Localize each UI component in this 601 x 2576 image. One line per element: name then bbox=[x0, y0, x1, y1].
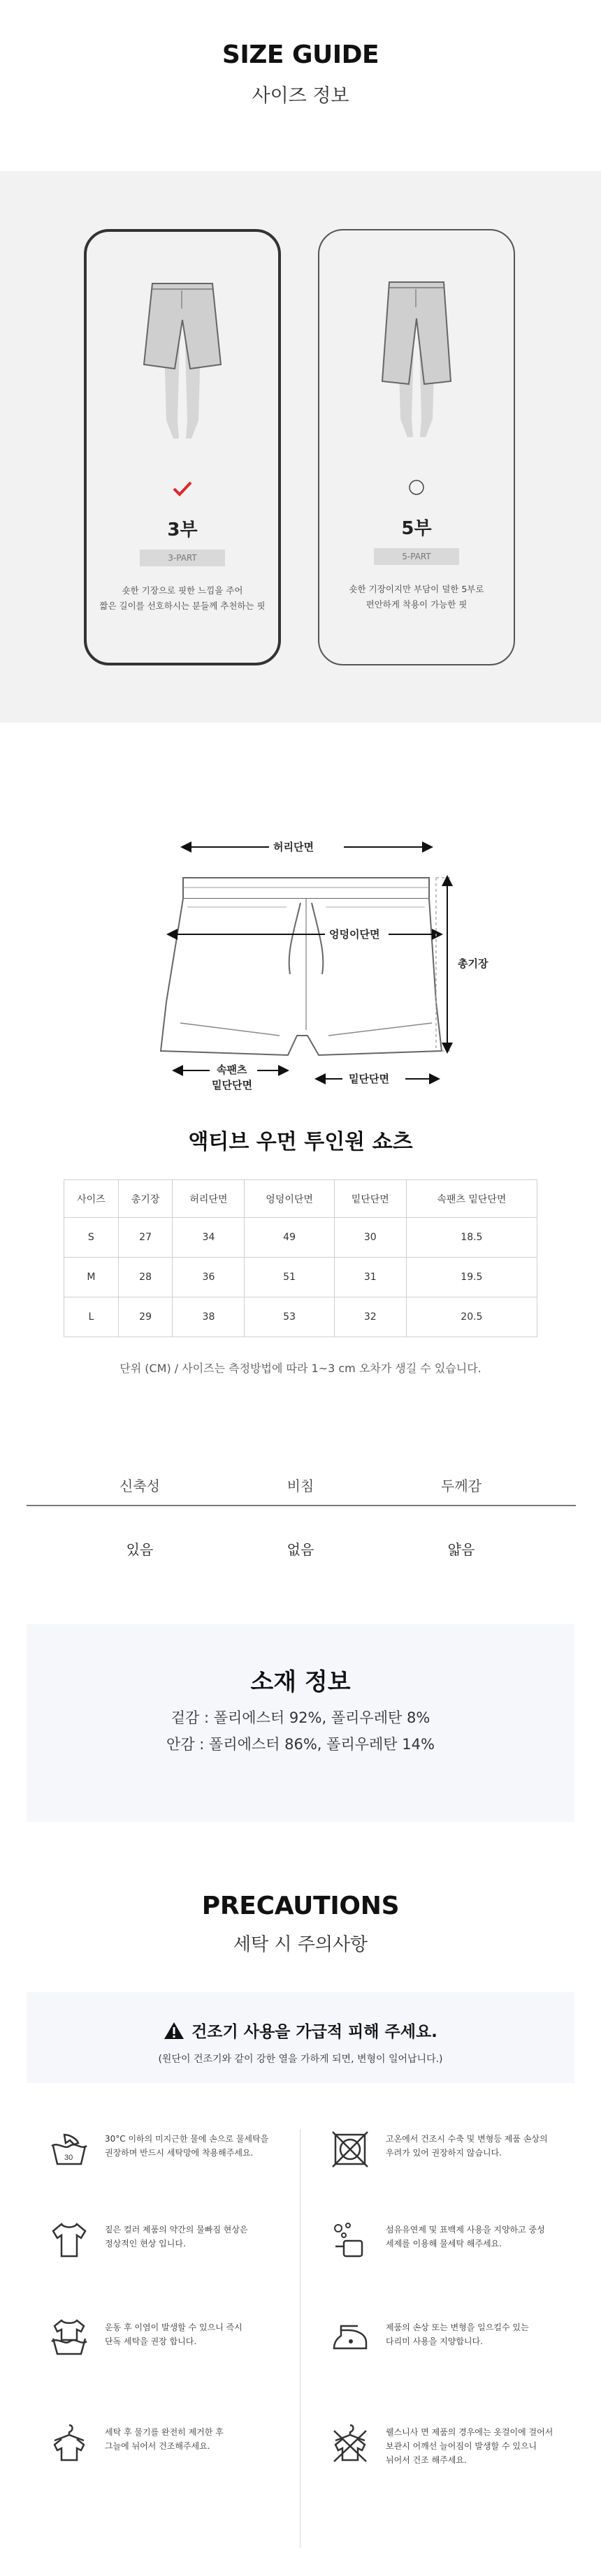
shorts-sketch-image bbox=[0, 723, 601, 1103]
no-dry-clean-icon bbox=[330, 2422, 370, 2463]
care-line: 웰스니사 면 제품의 경우에는 옷걸이에 걸어서 bbox=[386, 2427, 553, 2437]
table-header-cell: 밑단단면 bbox=[334, 1180, 406, 1218]
low-iron-icon bbox=[330, 2318, 370, 2358]
care-text bbox=[105, 2132, 294, 2160]
precautions-subtitle: 세탁 시 주의사항 bbox=[233, 1934, 368, 1955]
care-item bbox=[330, 2129, 595, 2170]
svg-text:30: 30 bbox=[64, 2154, 73, 2162]
table-header-row bbox=[64, 1180, 537, 1218]
desc-line: 숏한 기장이지만 부담이 덜한 5부로 bbox=[349, 584, 484, 594]
table-header-cell: 허리단면 bbox=[173, 1180, 245, 1218]
care-line: 세탁 후 물기를 완전히 제거한 후 bbox=[105, 2427, 224, 2437]
care-line: 제품의 손상 또는 변형을 일으킬수 있는 bbox=[386, 2323, 529, 2332]
care-line: 뉘어서 건조 해주세요. bbox=[386, 2455, 467, 2465]
hip-label: 엉덩이단면 bbox=[327, 927, 382, 941]
table-cell: 53 bbox=[245, 1297, 334, 1337]
care-line: 다리미 사용을 지양합니다. bbox=[386, 2336, 483, 2346]
care-item bbox=[49, 2129, 314, 2170]
unit-note: 단위 (CM) / 사이즈는 측정방법에 따라 1~3 cm 오차가 생길 수 있습니다. bbox=[120, 1362, 481, 1375]
material-box bbox=[27, 1624, 574, 1822]
desc-line: 짧은 길이를 선호하시는 분들께 추천하는 핏 bbox=[99, 601, 266, 611]
table-header-cell: 속팬츠 밑단단면 bbox=[406, 1180, 537, 1218]
table-cell: 32 bbox=[334, 1297, 406, 1337]
hem-label: 밑단단면 bbox=[347, 1071, 391, 1086]
desc-line: 숏한 기장으로 핏한 느낌을 주어 bbox=[122, 585, 243, 596]
care-line: 30°C 이하의 미지근한 물에 손으로 물세탁을 bbox=[105, 2134, 269, 2144]
table-row bbox=[64, 1218, 537, 1258]
care-item bbox=[330, 2220, 595, 2260]
care-line: 고온에서 건조시 수축 및 변형등 제품 손상의 bbox=[386, 2134, 548, 2144]
selected-check-icon bbox=[87, 476, 278, 501]
precautions-header bbox=[0, 1892, 601, 1956]
length-options-section bbox=[0, 171, 601, 723]
table-header-cell: 사이즈 bbox=[64, 1180, 119, 1218]
measurement-diagram bbox=[0, 723, 601, 1103]
table-cell: M bbox=[64, 1258, 119, 1297]
care-item bbox=[330, 2422, 595, 2467]
care-item bbox=[49, 2318, 314, 2358]
table-cell: 27 bbox=[118, 1218, 173, 1258]
table-row bbox=[64, 1258, 537, 1297]
care-item bbox=[49, 2422, 314, 2463]
care-item bbox=[49, 2220, 314, 2260]
table-cell: 34 bbox=[173, 1218, 245, 1258]
warning-line bbox=[27, 2019, 574, 2042]
shirt-icon bbox=[49, 2220, 89, 2260]
table-cell: 31 bbox=[334, 1258, 406, 1297]
fit-value-thickness: 얇음 bbox=[447, 1541, 475, 1558]
care-line: 운동 후 이염이 발생할 수 있으니 즉시 bbox=[105, 2323, 242, 2332]
size-guide-header bbox=[0, 0, 601, 171]
length-option-tag: 5-PART bbox=[374, 548, 458, 565]
length-option-tag: 3-PART bbox=[140, 550, 224, 566]
desc-line: 편안하게 착용이 가능한 핏 bbox=[365, 599, 468, 610]
warning-icon bbox=[164, 2022, 184, 2040]
total-length-label: 총기장 bbox=[456, 956, 490, 971]
unselected-radio-icon bbox=[319, 475, 514, 500]
care-text bbox=[105, 2223, 294, 2251]
care-line: 우려가 있어 권장하지 않습니다. bbox=[386, 2148, 502, 2158]
inner-hem-label-line1: 속팬츠 bbox=[215, 1062, 249, 1077]
page-subtitle: 사이즈 정보 bbox=[252, 85, 349, 107]
care-line: 세제를 이용해 물세탁 해주세요. bbox=[386, 2239, 502, 2249]
page-title: SIZE GUIDE bbox=[222, 41, 379, 69]
material-inner: 안감 : 폴리에스터 86%, 폴리우레탄 14% bbox=[166, 1736, 435, 1753]
table-cell: 36 bbox=[173, 1258, 245, 1297]
table-cell: 51 bbox=[245, 1258, 334, 1297]
precautions-title: PRECAUTIONS bbox=[201, 1892, 400, 1920]
care-line: 짙은 컬러 제품의 약간의 물빠짐 현상은 bbox=[105, 2225, 248, 2235]
hand-wash-icon bbox=[49, 2129, 89, 2170]
fit-header-sheer: 비침 bbox=[287, 1478, 314, 1494]
care-line: 정상적인 현상 입니다. bbox=[105, 2239, 186, 2249]
care-line: 그늘에 뉘어서 건조해주세요. bbox=[105, 2441, 210, 2451]
table-cell: 19.5 bbox=[406, 1258, 537, 1297]
warning-sub-text: (원단이 건조기와 같이 강한 열을 가하게 되면, 변형이 일어납니다.) bbox=[158, 2054, 443, 2065]
no-tumble-dry-icon bbox=[330, 2129, 370, 2170]
fit-value-sheer: 없음 bbox=[287, 1541, 314, 1558]
table-header-cell: 총기장 bbox=[118, 1180, 173, 1218]
fit-divider bbox=[27, 1505, 576, 1506]
inner-hem-label-line2: 밑단단면 bbox=[210, 1077, 254, 1092]
detergent-icon bbox=[330, 2220, 370, 2260]
dryer-warning-box bbox=[27, 1992, 574, 2083]
care-text bbox=[386, 2425, 574, 2467]
model-legs-5part-image bbox=[371, 279, 462, 440]
size-table bbox=[64, 1179, 537, 1337]
table-row bbox=[64, 1297, 537, 1337]
length-option-name: 3부 bbox=[167, 520, 198, 540]
care-line: 보관시 어깨선 늘어짐이 발생할 수 있으니 bbox=[386, 2441, 537, 2451]
waist-label: 허리단면 bbox=[271, 839, 316, 854]
table-header-cell: 엉덩이단면 bbox=[245, 1180, 334, 1218]
model-legs-3part-image bbox=[137, 281, 228, 441]
table-cell: 29 bbox=[118, 1297, 173, 1337]
table-cell: L bbox=[64, 1297, 119, 1337]
fit-section bbox=[0, 1376, 601, 1585]
table-cell: 18.5 bbox=[406, 1218, 537, 1258]
hanger-shirt-icon bbox=[49, 2422, 89, 2463]
length-option-description bbox=[87, 583, 278, 614]
table-cell: 30 bbox=[334, 1218, 406, 1258]
length-option-name: 5부 bbox=[401, 518, 432, 539]
care-text bbox=[105, 2320, 294, 2348]
fit-header-stretch: 신축성 bbox=[120, 1478, 160, 1494]
care-text bbox=[386, 2320, 574, 2348]
care-item bbox=[330, 2318, 595, 2358]
table-cell: 49 bbox=[245, 1218, 334, 1258]
length-option-description bbox=[319, 582, 514, 612]
care-text bbox=[105, 2425, 294, 2453]
length-option-5part[interactable] bbox=[318, 229, 515, 665]
care-instructions bbox=[0, 2129, 601, 2555]
care-text bbox=[386, 2223, 574, 2251]
material-title: 소재 정보 bbox=[250, 1668, 351, 1696]
table-cell: 28 bbox=[118, 1258, 173, 1297]
warning-main-text: 건조기 사용을 가급적 피해 주세요. bbox=[191, 2023, 437, 2041]
table-cell: 38 bbox=[173, 1297, 245, 1337]
length-option-3part[interactable] bbox=[84, 229, 281, 665]
table-cell: S bbox=[64, 1218, 119, 1258]
care-text bbox=[386, 2132, 574, 2160]
product-name: 액티브 우먼 투인원 쇼츠 bbox=[188, 1130, 413, 1154]
care-line: 섬유유연제 및 표백제 사용을 지양하고 중성 bbox=[386, 2225, 545, 2235]
wash-tub-shirt-icon bbox=[49, 2318, 89, 2358]
fit-header-thickness: 두께감 bbox=[441, 1478, 481, 1494]
care-line: 권장하며 반드시 세탁망에 착용해주세요. bbox=[105, 2148, 254, 2158]
care-line: 단독 세탁을 권장 합니다. bbox=[105, 2336, 197, 2346]
material-outer: 겉감 : 폴리에스터 92%, 폴리우레탄 8% bbox=[171, 1709, 430, 1726]
fit-value-stretch: 있음 bbox=[126, 1541, 154, 1558]
table-cell: 20.5 bbox=[406, 1297, 537, 1337]
